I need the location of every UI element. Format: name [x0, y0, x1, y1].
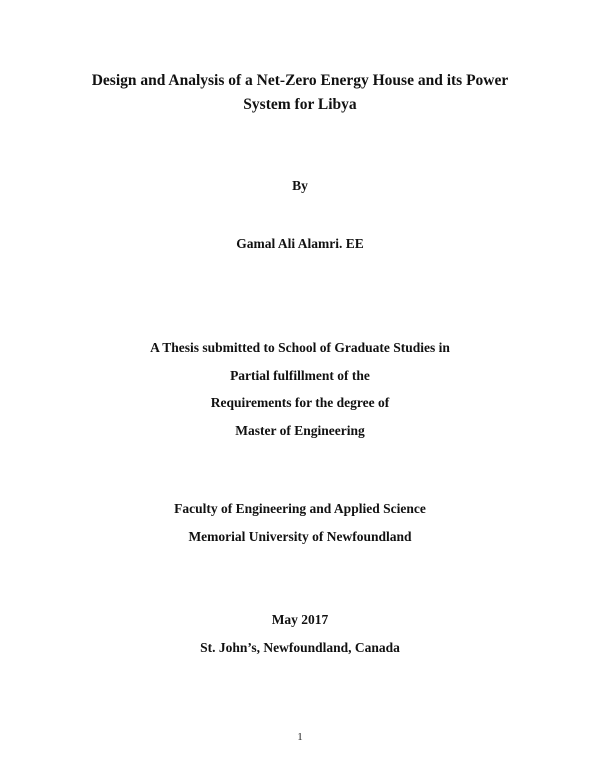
- location: St. John’s, Newfoundland, Canada: [200, 640, 400, 655]
- degree-name: Master of Engineering: [235, 423, 365, 438]
- submission-line-1: A Thesis submitted to School of Graduate Studies in: [150, 340, 450, 355]
- by-label: By: [292, 178, 308, 193]
- title-line-2: System for Libya: [243, 96, 357, 113]
- submission-date: May 2017: [271, 612, 329, 627]
- submission-line-3: Requirements for the degree of: [210, 395, 390, 410]
- submission-line-2: Partial fulfillment of the: [230, 368, 370, 383]
- title-line-1: Design and Analysis of a Net-Zero Energy House and its Power: [91, 72, 509, 89]
- page-number: 1: [297, 731, 303, 743]
- author-name: Gamal Ali Alamri. EE: [236, 236, 364, 251]
- university-name: Memorial University of Newfoundland: [188, 529, 412, 544]
- faculty-name: Faculty of Engineering and Applied Science: [174, 501, 426, 516]
